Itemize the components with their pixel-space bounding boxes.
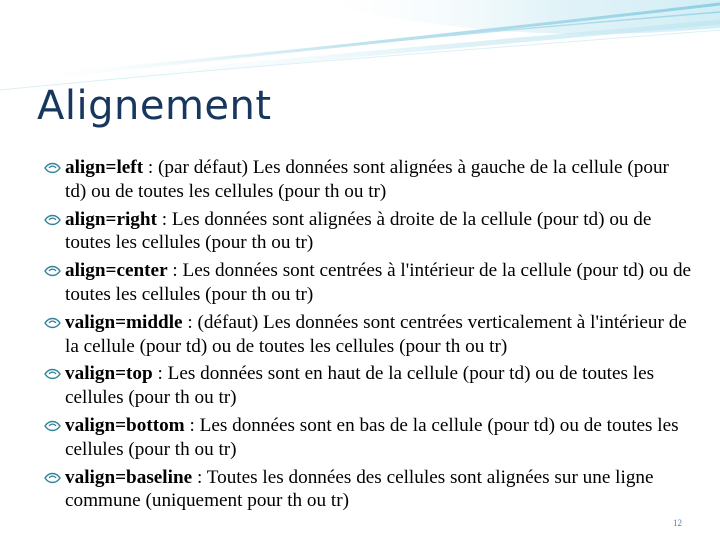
bullet-text: : Toutes les données des cellules sont alignées sur une ligne commune (uniquement pour th ou tr) <box>65 466 654 512</box>
bullet-eye-icon <box>44 368 61 380</box>
bullet-eye-icon <box>44 420 61 432</box>
bullet-eye-icon <box>44 162 61 174</box>
bullet-keyword: valign=bottom <box>65 414 185 436</box>
bullet-keyword: valign=baseline <box>65 466 193 488</box>
bullet-eye-icon <box>44 317 61 329</box>
bullet-item <box>44 414 694 462</box>
bullet-keyword: align=left <box>65 157 144 178</box>
bullet-keyword: align=center <box>65 260 168 282</box>
bullet-list <box>44 156 694 517</box>
bullet-item <box>44 466 694 514</box>
bullet-text: : Les données sont alignées à droite de la cellule (pour td) ou de toutes les cellules (pour th ou tr) <box>65 208 652 254</box>
bullet-eye-icon <box>44 265 61 277</box>
bullet-eye-icon <box>44 472 61 484</box>
page-number: 12 <box>673 518 682 528</box>
slide-title: Alignement <box>37 83 272 129</box>
bullet-keyword: valign=middle <box>65 311 183 333</box>
bullet-eye-icon <box>44 214 61 226</box>
bullet-text: : (défaut) Les données sont centrées verticalement à l'intérieur de la cellule (pour td) ou de toutes les cellules (pour th ou tr) <box>65 311 687 357</box>
bullet-item <box>44 208 694 256</box>
bullet-text: : Les données sont en haut de la cellule (pour td) ou de toutes les cellules (pour th ou tr) <box>65 363 655 409</box>
bullet-item <box>44 362 694 410</box>
bullet-text: : (par défaut) Les données sont alignées à gauche de la cellule (pour td) ou de toutes les cellules (pour th ou tr) <box>65 157 669 202</box>
bullet-keyword: valign=top <box>65 363 153 385</box>
bullet-item <box>44 311 694 359</box>
bullet-item <box>44 156 694 204</box>
bullet-keyword: align=right <box>65 208 157 230</box>
bullet-text: : Les données sont centrées à l'intérieur de la cellule (pour td) ou de toutes les cellules (pour th ou tr) <box>65 260 692 305</box>
bullet-text: : Les données sont en bas de la cellule (pour td) ou de toutes les cellules (pour th ou tr) <box>65 414 679 460</box>
bullet-item <box>44 259 694 307</box>
